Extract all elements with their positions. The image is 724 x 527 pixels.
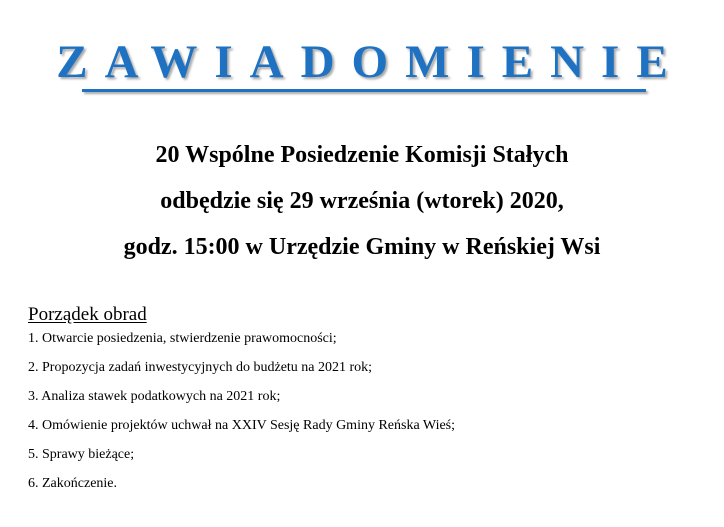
document-title: ZAWIADOMIENIE: [56, 36, 685, 88]
agenda-item: 4. Omówienie projektów uchwał na XXIV Sesję Rady Gminy Reńska Wieś;: [28, 418, 456, 433]
title-underline: [82, 89, 646, 92]
agenda-item: 6. Zakończenie.: [28, 476, 118, 491]
headline-line-1: 20 Wspólne Posiedzenie Komisji Stałych: [155, 142, 569, 168]
title-container: [0, 34, 724, 90]
headline-line-2: odbędzie się 29 września (wtorek) 2020,: [160, 188, 564, 214]
agenda-item: 3. Analiza stawek podatkowych na 2021 rok;: [28, 389, 281, 404]
agenda-item: 2. Propozycja zadań inwestycyjnych do budżetu na 2021 rok;: [28, 360, 373, 375]
agenda-item: 1. Otwarcie posiedzenia, stwierdzenie prawomocności;: [28, 331, 337, 346]
agenda-heading: Porządek obrad: [28, 304, 147, 325]
headline-line-3: godz. 15:00 w Urzędzie Gminy w Reńskiej Wsi: [123, 234, 601, 260]
agenda-list: [28, 330, 455, 504]
agenda-item: 5. Sprawy bieżące;: [28, 447, 135, 462]
